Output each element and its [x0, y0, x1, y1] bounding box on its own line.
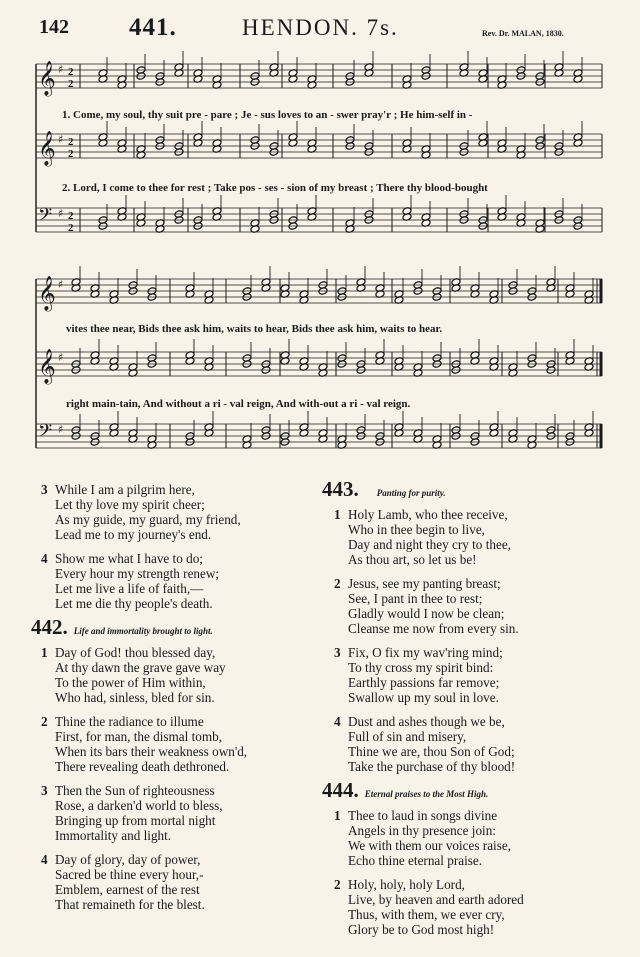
sharp-icon: ♯ — [58, 278, 64, 291]
time-signature: 2 — [68, 222, 74, 234]
page-number: 142 — [39, 16, 69, 38]
composer-credit: Rev. Dr. MALAN, 1830. — [482, 29, 564, 38]
bass-clef-icon: 𝄢 — [38, 421, 53, 446]
stanza: 1 Day of God! thou blessed day, At thy dawn the grave gave way To the power of Him within, Who had, sinless, bled for sin. — [41, 645, 226, 705]
time-signature: 2 — [68, 136, 74, 148]
stanza: 2 Holy, holy, holy Lord, Live, by heaven and earth adored Thus, with them, we ever cry, Glory be to God most high! — [334, 877, 524, 937]
hymn-442-number: 442. — [31, 615, 68, 639]
stanza: 3 Then the Sun of righteousness Rose, a darken'd world to bless, Bringing up from mortal night Immortality and light. — [41, 783, 223, 843]
stanza: 4 Dust and ashes though we be, Full of sin and misery, Thine we are, thou Son of God; Take the purchase of thy blood! — [334, 714, 516, 774]
lyric-line-4: right main-tain, And without a ri - val reign, And with-out a ri - val reign. — [66, 398, 411, 410]
hymn-444 — [322, 778, 612, 937]
hymn-number: 441. — [129, 14, 177, 41]
hymn-444-number: 444. — [322, 778, 359, 802]
music-score — [0, 0, 640, 460]
stanza: 4 Day of glory, day of power, Sacred be thine every hour,- Emblem, earnest of the rest That remaineth for the blest. — [41, 852, 205, 912]
time-signature: 2 — [68, 66, 74, 78]
time-signature: 2 — [68, 148, 74, 160]
sharp-icon: ♯ — [58, 63, 64, 76]
stanza: 1 Thee to laud in songs divine Angels in thy presence join: We with them our voices raise, Echo thine eternal praise. — [334, 808, 512, 868]
hymn-441-continued — [41, 482, 311, 611]
right-column — [322, 478, 612, 946]
stanza: 3 While I am a pilgrim here, Let thy love my spirit cheer; As my guide, my guard, my friend, Lead me to my journey's end. — [41, 482, 241, 542]
left-column — [31, 482, 311, 921]
sharp-icon: ♯ — [58, 207, 64, 220]
lyric-line-1: 1. Come, my soul, thy suit pre - pare ; Je - sus loves to an - swer pray'r ; He him-self in - — [62, 109, 473, 121]
time-signature: 2 — [68, 210, 74, 222]
treble-clef-icon: 𝄞 — [38, 131, 56, 166]
tune-name: HENDON. 7s. — [242, 15, 399, 40]
stanza: 2 Thine the radiance to illume First, for man, the dismal tomb, When its bars their weakness own'd, There revealing death dethroned. — [41, 714, 248, 774]
treble-clef-icon: 𝄞 — [38, 61, 56, 96]
hymn-443-heading: Panting for purity. — [376, 488, 446, 498]
hymn-442-heading: Life and immortality brought to light. — [73, 626, 213, 636]
stanza: 1 Holy Lamb, who thee receive, Who in thee begin to live, Day and night they cry to thee, As thou art, so let us be! — [334, 507, 511, 567]
hymn-443 — [322, 477, 612, 774]
time-signature: 2 — [68, 78, 74, 90]
bass-clef-icon: 𝄢 — [38, 205, 53, 230]
stanza: 2 Jesus, see my panting breast; See, I pant in thee to rest; Gladly would I now be clean; Cleanse me now from every sin. — [334, 576, 519, 636]
lyric-line-3: vites thee near, Bids thee ask him, waits to hear, Bids thee ask him, waits to hear. — [66, 323, 443, 335]
hymn-443-number: 443. — [322, 477, 359, 501]
treble-clef-icon: 𝄞 — [38, 349, 56, 384]
stanza: 3 Fix, O fix my wav'ring mind; To thy cross my spirit bind: Earthly passions far remove; Swallow up my soul in love. — [334, 645, 503, 705]
lyric-line-2: 2. Lord, I come to thee for rest ; Take pos - ses - sion of my breast ; There thy blood-bought — [62, 182, 488, 194]
sharp-icon: ♯ — [58, 133, 64, 146]
hymn-442 — [31, 615, 311, 912]
sharp-icon: ♯ — [58, 351, 64, 364]
sharp-icon: ♯ — [58, 423, 64, 436]
hymn-444-heading: Eternal praises to the Most High. — [364, 789, 489, 799]
treble-clef-icon: 𝄞 — [38, 276, 56, 311]
stanza: 4 Show me what I have to do; Every hour my strength renew; Let me live a life of faith,— Let me die thy people's death. — [41, 551, 220, 611]
